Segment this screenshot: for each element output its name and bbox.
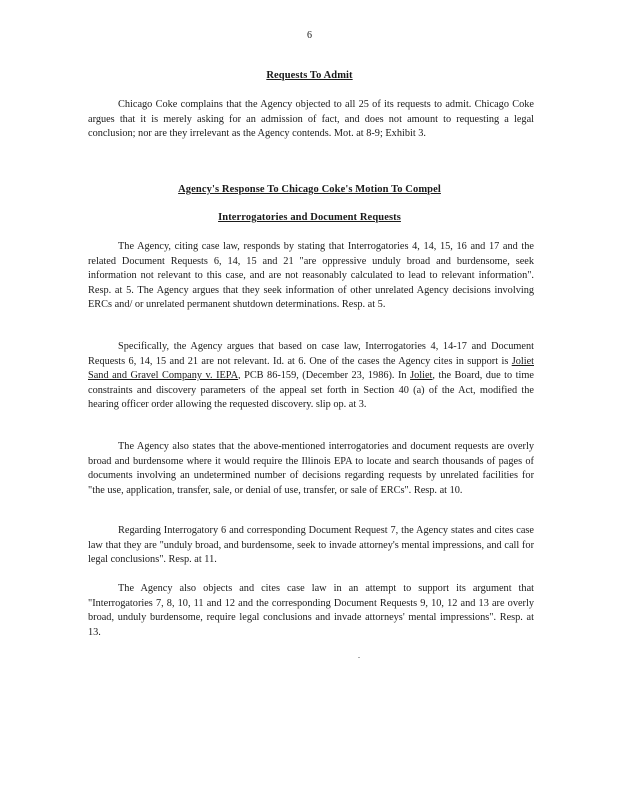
page-number: 6 (307, 30, 312, 41)
case-citation-joliet: Joliet Sand and Gravel Company v. IEPA (88, 355, 534, 382)
heading-requests-to-admit: Requests To Admit (266, 70, 353, 81)
stray-mark: . (358, 651, 360, 660)
paragraph-agency-response-3: The Agency also states that the above-mentioned interrogatories and document requests are overly broad and burdensome where it would require the Illinois EPA to locate and search thousands of pages of documents involving an undetermined number of decisions regarding requests by unrelated facilities for "the use, application, transfer, sale, or denial of use, transfer, or sale of ERCs". Resp. at 10. (88, 441, 534, 496)
paragraph-agency-response-1: The Agency, citing case law, responds by stating that Interrogatories 4, 14, 15, 16 and 17 and the related Document Requests 6, 14, 15 and 21 "are oppressive unduly broad and burdensome, seek information not relevant to this case, and are not reasonably calculated to lead to relevant information". Resp. at 5. The Agency argues that they seek information of other unrelated Agency decisions involving ERCs and/ or unrelated permanent shutdown determinations. Resp. at 5. (88, 241, 534, 311)
paragraph-requests-to-admit: Chicago Coke complains that the Agency objected to all 25 of its requests to admit. Chicago Coke argues that it is merely asking for an admission of fact, and does not amount to requesting a legal conclusion; nor are they irrelevant as the Agency contends. Mot. at 8-9; Exhibit 3. (88, 99, 534, 140)
paragraph-agency-response-5: The Agency also objects and cites case law in an attempt to support its argument that "Interrogatories 7, 8, 10, 11 and 12 and the corresponding Document Requests 9, 10, 12 and 13 are overly broad, unduly burdensome, require legal conclusions and invade attorneys' mental impressions". Resp. at 13. (88, 583, 534, 638)
paragraph-agency-response-2: Specifically, the Agency argues that based on case law, Interrogatories 4, 14-17 and Document Requests 6, 14, 15 and 21 are not relevant. Id. at 6. One of the cases the Agency cites in support is Joliet Sand and Gravel Company v. IEPA, PCB 86-159, (December 23, 1986). In Joliet, the Board, due to time constraints and discovery parameters of the appeal set forth in Section 40 (a) of the Act, modified the hearing officer order allowing the requested discovery. slip op. at 3. (88, 341, 534, 411)
heading-agency-response: Agency's Response To Chicago Coke's Motion To Compel (178, 184, 441, 195)
subheading-interrogatories: Interrogatories and Document Requests (218, 212, 401, 223)
case-citation-joliet-short: Joliet (410, 370, 433, 382)
paragraph-agency-response-4: Regarding Interrogatory 6 and corresponding Document Request 7, the Agency states and cites case law that they are "unduly broad, and burdensome, seek to invade attorney's mental impressions, and call for legal conclusions". Resp. at 11. (88, 525, 534, 566)
